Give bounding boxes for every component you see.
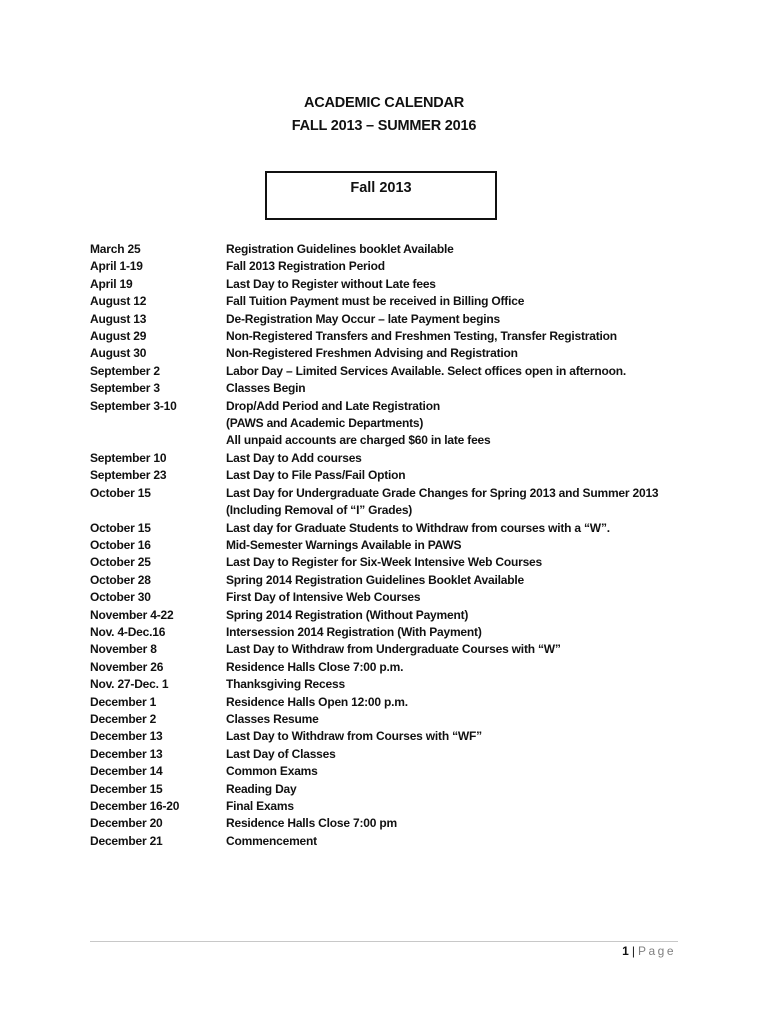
event-description-line: Residence Halls Open 12:00 p.m. bbox=[226, 694, 408, 709]
calendar-row bbox=[90, 833, 730, 850]
event-description bbox=[226, 763, 730, 780]
event-date: March 25 bbox=[90, 242, 141, 256]
event-description bbox=[226, 607, 730, 624]
event-description-line: Fall Tuition Payment must be received in Billing Office bbox=[226, 294, 525, 309]
calendar-row bbox=[90, 241, 730, 258]
calendar-row bbox=[90, 711, 730, 728]
calendar-row bbox=[90, 641, 730, 658]
event-description-line: Last Day to Add courses bbox=[226, 450, 362, 465]
calendar-row bbox=[90, 554, 730, 571]
event-description bbox=[226, 467, 730, 484]
calendar-row bbox=[90, 450, 730, 467]
calendar-row bbox=[90, 467, 730, 484]
calendar-row bbox=[90, 363, 730, 380]
event-description-line: Registration Guidelines booklet Available bbox=[226, 242, 454, 256]
event-description bbox=[226, 572, 730, 589]
event-description bbox=[226, 520, 730, 537]
event-description-line: Classes Begin bbox=[226, 381, 306, 396]
event-description-line: Mid-Semester Warnings Available in PAWS bbox=[226, 537, 462, 552]
event-description-line: All unpaid accounts are charged $60 in late fees bbox=[226, 433, 491, 448]
calendar-row bbox=[90, 781, 730, 798]
event-date: September 3-10 bbox=[90, 398, 177, 413]
event-description-line: Last Day of Classes bbox=[226, 746, 336, 761]
calendar-row bbox=[90, 815, 730, 832]
event-description-line: Non-Registered Freshmen Advising and Registration bbox=[226, 346, 518, 361]
event-date: December 1 bbox=[90, 694, 157, 709]
event-date: November 4-22 bbox=[90, 607, 174, 622]
calendar-row bbox=[90, 694, 730, 711]
calendar-row bbox=[90, 659, 730, 676]
event-description bbox=[226, 815, 730, 832]
event-date: September 23 bbox=[90, 468, 167, 483]
event-description-line: Common Exams bbox=[226, 764, 318, 779]
event-date: October 30 bbox=[90, 590, 151, 605]
event-description-line: Last Day to Register for Six-Week Intensive Web Courses bbox=[226, 555, 542, 570]
document-subtitle: FALL 2013 – SUMMER 2016 bbox=[291, 118, 477, 134]
event-description bbox=[226, 554, 730, 571]
calendar-row bbox=[90, 589, 730, 606]
event-description-line: Residence Halls Close 7:00 p.m. bbox=[226, 659, 404, 674]
calendar-row bbox=[90, 624, 730, 641]
event-description bbox=[226, 624, 730, 641]
event-date: September 10 bbox=[90, 450, 167, 465]
calendar-row bbox=[90, 345, 730, 362]
event-date: October 16 bbox=[90, 537, 151, 552]
event-description bbox=[226, 450, 730, 467]
calendar-row bbox=[90, 258, 730, 275]
event-description bbox=[226, 276, 730, 293]
event-description-line: (Including Removal of “I” Grades) bbox=[226, 503, 413, 518]
event-date: August 13 bbox=[90, 311, 147, 326]
event-date: April 19 bbox=[90, 276, 133, 291]
event-description-line: Non-Registered Transfers and Freshmen Testing, Transfer Registration bbox=[226, 329, 617, 344]
calendar-row bbox=[90, 520, 730, 537]
event-description-line: Last Day to Withdraw from Undergraduate Courses with “W” bbox=[226, 642, 561, 657]
calendar-row bbox=[90, 328, 730, 345]
event-description bbox=[226, 485, 730, 520]
event-description bbox=[226, 537, 730, 554]
event-description-line: Labor Day – Limited Services Available. Select offices open in afternoon. bbox=[226, 363, 626, 378]
event-description-line: (PAWS and Academic Departments) bbox=[226, 416, 424, 431]
event-description bbox=[226, 241, 730, 258]
event-description-line: Fall 2013 Registration Period bbox=[226, 259, 385, 274]
calendar-row bbox=[90, 276, 730, 293]
term-heading-box bbox=[265, 171, 497, 220]
event-description-line: Last Day to Withdraw from Courses with “WF” bbox=[226, 729, 482, 744]
event-date: November 8 bbox=[90, 642, 157, 657]
event-description bbox=[226, 380, 730, 397]
event-description-line: Last Day to Register without Late fees bbox=[226, 276, 436, 291]
event-date: September 2 bbox=[90, 363, 160, 378]
event-description-line: Residence Halls Close 7:00 pm bbox=[226, 816, 397, 831]
calendar-row bbox=[90, 676, 730, 693]
event-description bbox=[226, 641, 730, 658]
event-description bbox=[226, 311, 730, 328]
event-description bbox=[226, 345, 730, 362]
event-date: Nov. 27-Dec. 1 bbox=[90, 677, 169, 692]
event-date: November 26 bbox=[90, 659, 164, 674]
event-description-line: Last Day for Undergraduate Grade Changes for Spring 2013 and Summer 2013 bbox=[226, 485, 659, 500]
event-description-line: Drop/Add Period and Late Registration bbox=[226, 398, 440, 413]
page-label: Page bbox=[637, 944, 676, 958]
page-footer bbox=[622, 944, 676, 958]
calendar-row bbox=[90, 798, 730, 815]
calendar-event-list bbox=[90, 241, 730, 850]
term-heading: Fall 2013 bbox=[350, 180, 412, 196]
event-description bbox=[226, 746, 730, 763]
event-date: December 20 bbox=[90, 816, 163, 831]
event-description-line: De-Registration May Occur – late Payment begins bbox=[226, 311, 501, 326]
calendar-row bbox=[90, 380, 730, 397]
event-description bbox=[226, 293, 730, 310]
event-description-line: Spring 2014 Registration (Without Payment) bbox=[226, 607, 469, 622]
event-description bbox=[226, 676, 730, 693]
calendar-row bbox=[90, 293, 730, 310]
event-description-line: Classes Resume bbox=[226, 711, 319, 726]
document-title: ACADEMIC CALENDAR bbox=[303, 95, 465, 111]
event-description bbox=[226, 728, 730, 745]
calendar-row bbox=[90, 485, 730, 520]
event-description bbox=[226, 398, 730, 450]
calendar-row bbox=[90, 572, 730, 589]
event-description-line: First Day of Intensive Web Courses bbox=[226, 590, 421, 605]
calendar-row bbox=[90, 398, 730, 450]
event-date: December 21 bbox=[90, 833, 163, 848]
event-description bbox=[226, 328, 730, 345]
footer-divider bbox=[90, 941, 678, 942]
calendar-row bbox=[90, 537, 730, 554]
event-date: August 30 bbox=[90, 346, 147, 361]
event-date: October 15 bbox=[90, 520, 151, 535]
calendar-row bbox=[90, 728, 730, 745]
event-description-line: Final Exams bbox=[226, 799, 294, 813]
event-description-line: Intersession 2014 Registration (With Payment) bbox=[226, 624, 482, 639]
event-date: Nov. 4-Dec.16 bbox=[90, 624, 166, 639]
event-description bbox=[226, 798, 730, 815]
page-number: 1 bbox=[622, 944, 629, 958]
event-date: October 15 bbox=[90, 485, 151, 500]
event-date: April 1-19 bbox=[90, 259, 143, 274]
event-description bbox=[226, 781, 730, 798]
event-date: December 16-20 bbox=[90, 799, 180, 813]
event-description bbox=[226, 659, 730, 676]
event-description bbox=[226, 589, 730, 606]
event-description-line: Last Day to File Pass/Fail Option bbox=[226, 468, 406, 483]
event-description-line: Thanksgiving Recess bbox=[226, 677, 345, 692]
calendar-row bbox=[90, 607, 730, 624]
event-date: December 14 bbox=[90, 764, 163, 779]
event-date: December 13 bbox=[90, 729, 163, 744]
event-description bbox=[226, 258, 730, 275]
event-date: August 29 bbox=[90, 329, 147, 344]
event-date: December 13 bbox=[90, 746, 163, 761]
event-date: October 28 bbox=[90, 572, 151, 587]
event-description-line: Spring 2014 Registration Guidelines Booklet Available bbox=[226, 572, 524, 587]
event-description bbox=[226, 711, 730, 728]
calendar-row bbox=[90, 311, 730, 328]
event-description-line: Commencement bbox=[226, 833, 317, 848]
event-description bbox=[226, 363, 730, 380]
event-description bbox=[226, 833, 730, 850]
event-date: August 12 bbox=[90, 294, 147, 309]
calendar-row bbox=[90, 746, 730, 763]
event-date: September 3 bbox=[90, 381, 160, 396]
event-date: October 25 bbox=[90, 555, 151, 570]
calendar-row bbox=[90, 763, 730, 780]
event-date: December 2 bbox=[90, 711, 157, 726]
event-date: December 15 bbox=[90, 781, 163, 796]
event-description bbox=[226, 694, 730, 711]
event-description-line: Reading Day bbox=[226, 781, 297, 796]
page-separator: | bbox=[631, 944, 635, 958]
event-description-line: Last day for Graduate Students to Withdraw from courses with a “W”. bbox=[226, 520, 610, 535]
